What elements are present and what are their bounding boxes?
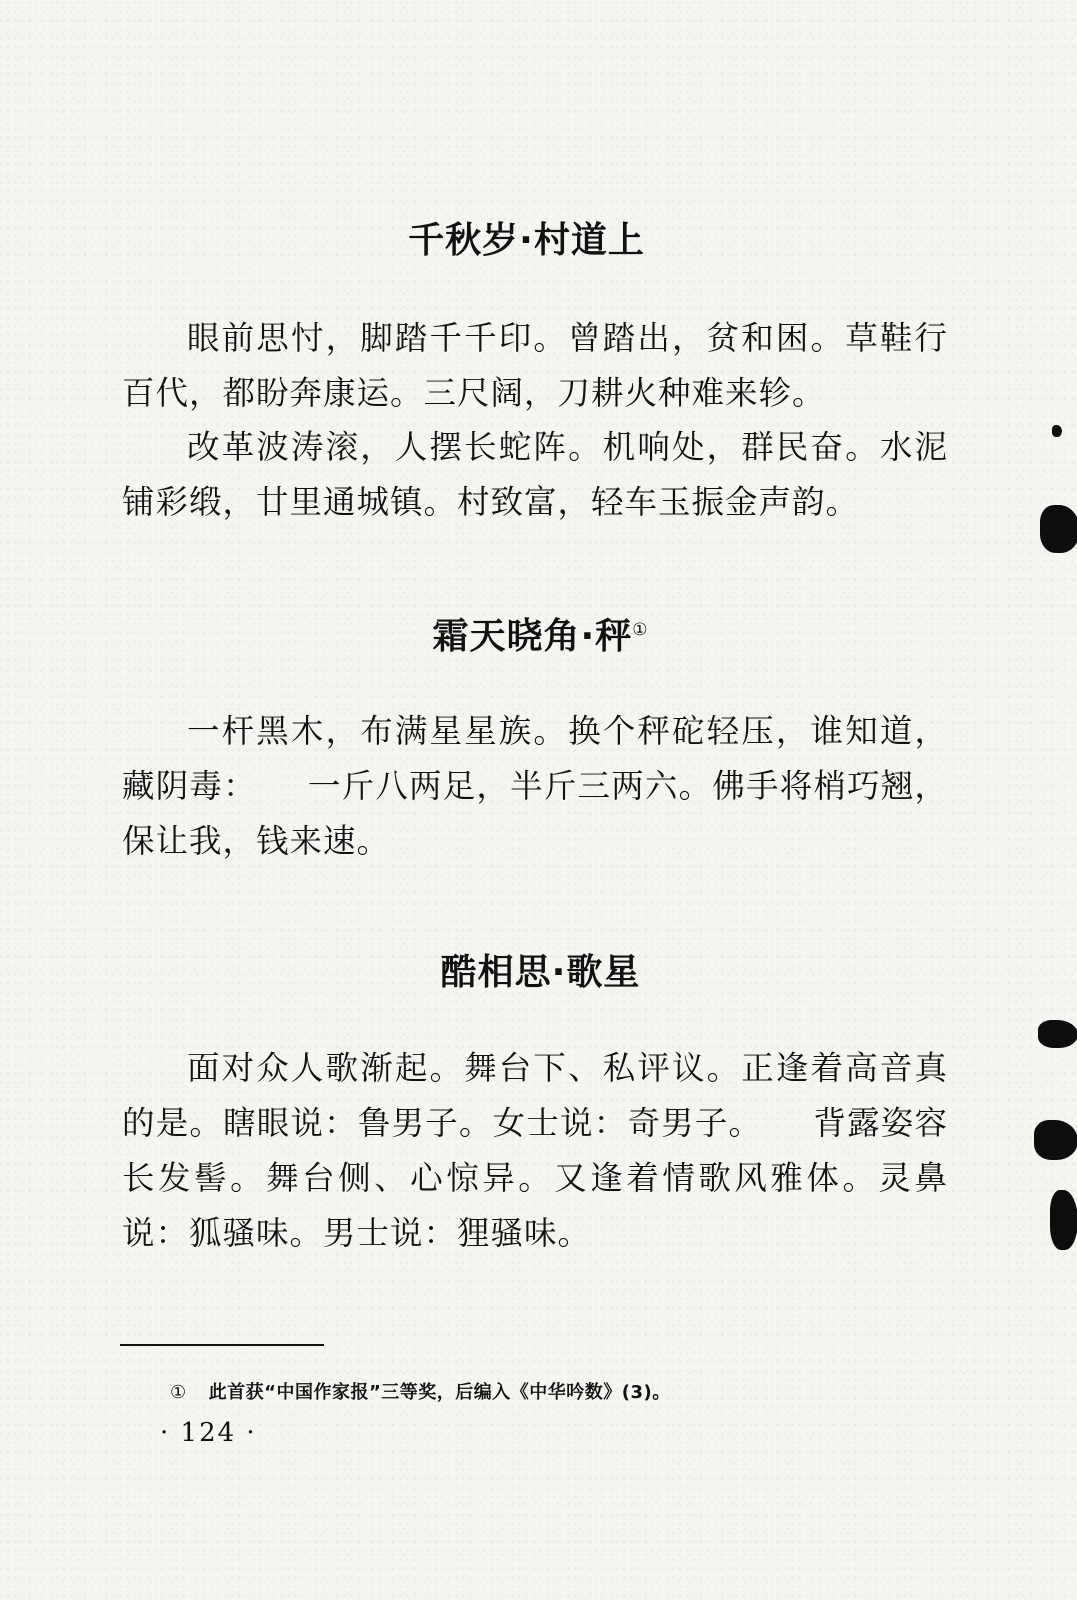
footnote-text: 此首获“中国作家报”三等奖，后编入《中华吟数》(3)。 xyxy=(208,1382,671,1403)
scan-ink-blot xyxy=(1040,505,1077,553)
poem-stanza: 一杆黑木，布满星星族。换个秤砣轻压，谁知道，藏阴毒： 一斤八两足，半斤三两六。佛手将梢巧翘，保让我，钱来速。 xyxy=(122,712,948,860)
poem-title-text: 酷相思·歌星 xyxy=(440,952,641,993)
poem-title-text: 霜天晓角·秤 xyxy=(432,616,633,657)
footnote-reference: ① xyxy=(632,620,649,640)
footnote-divider xyxy=(120,1344,324,1346)
poem-title xyxy=(2,944,1077,995)
scan-ink-blot xyxy=(1034,1120,1077,1160)
poem-title-text: 千秋岁·村道上 xyxy=(408,220,645,261)
poem-stanza: 面对众人歌渐起。舞台下、私评议。正逢着高音真的是。瞎眼说：鲁男子。女士说：奇男子。 背露姿容长发髻。舞台侧、心惊异。又逢着情歌风雅体。灵鼻说：狐骚味。男士说：狸骚味。 xyxy=(122,1049,948,1252)
scan-ink-blot xyxy=(1052,425,1062,437)
poem-stanza: 改革波涛滚，人摆长蛇阵。机响处，群民奋。水泥铺彩缎，廿里通城镇。村致富，轻车玉振金声韵。 xyxy=(122,428,948,521)
footnote-marker: ① xyxy=(170,1382,187,1403)
scan-ink-blot xyxy=(1050,1190,1077,1250)
page-number: · 124 · xyxy=(160,1418,257,1448)
scan-ink-blot xyxy=(1038,1020,1077,1048)
poem-stanza: 眼前思忖，脚踏千千印。曾踏出，贫和困。草鞋行百代，都盼奔康运。三尺阔，刀耕火种难来轸。 xyxy=(122,319,948,412)
footnote xyxy=(170,1378,671,1404)
poem-title xyxy=(0,212,1065,263)
poem-title xyxy=(2,608,1077,659)
